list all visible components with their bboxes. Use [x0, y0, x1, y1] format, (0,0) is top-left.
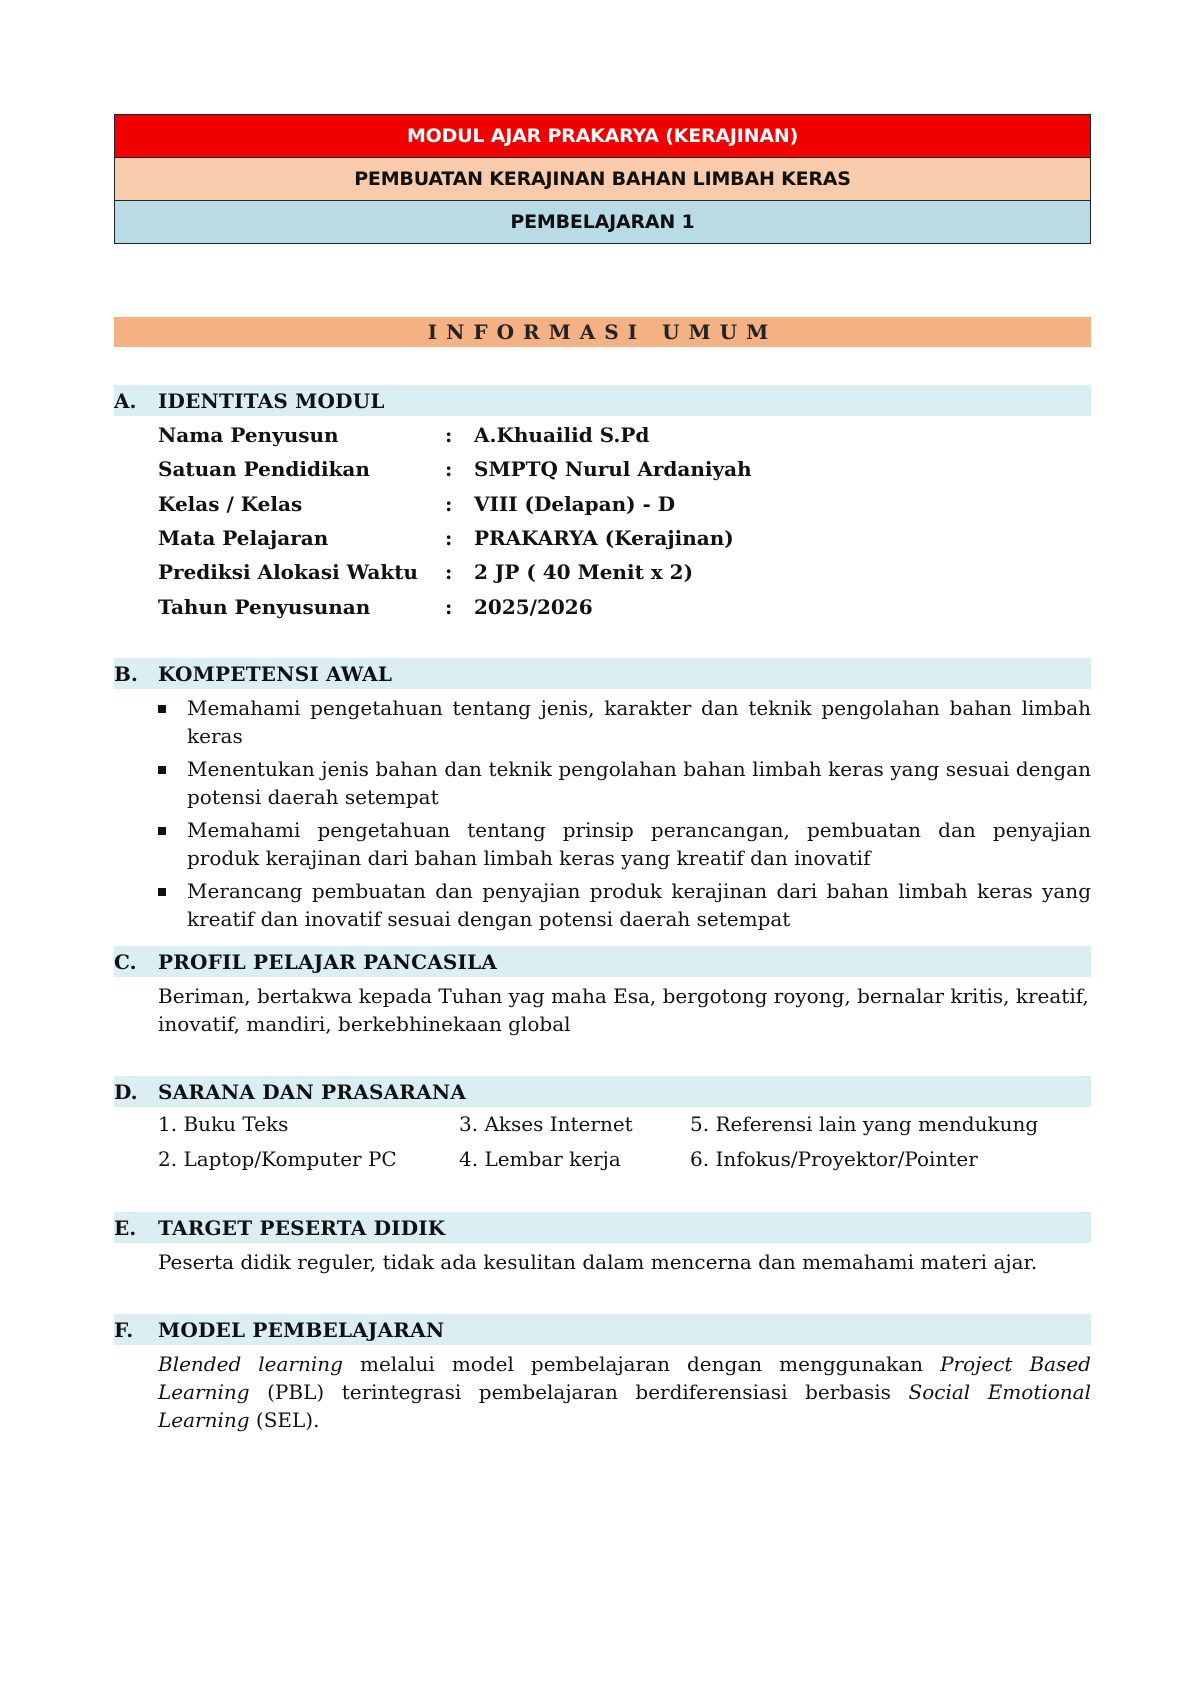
identity-value: A.Khuailid S.Pd — [474, 423, 650, 447]
identity-value: SMPTQ Nurul Ardaniyah — [474, 457, 752, 481]
identity-colon: : — [445, 560, 453, 584]
section-e-header — [114, 1212, 1091, 1243]
identity-row — [158, 420, 649, 450]
section-title: PROFIL PELAJAR PANCASILA — [158, 949, 498, 974]
section-letter: A. — [114, 388, 137, 413]
identity-value: 2025/2026 — [474, 595, 593, 619]
sarana-item: 6. Infokus/Proyektor/Pointer — [690, 1147, 978, 1171]
identity-label: Prediksi Alokasi Waktu — [158, 560, 418, 584]
identity-value: 2 JP ( 40 Menit x 2) — [474, 560, 694, 584]
lesson-number: PEMBELAJARAN 1 — [115, 201, 1090, 243]
identity-row — [158, 489, 675, 519]
sarana-item: 2. Laptop/Komputer PC — [158, 1147, 397, 1171]
sarana-item: 1. Buku Teks — [158, 1112, 289, 1136]
identity-label: Mata Pelajaran — [158, 526, 329, 550]
identity-colon: : — [445, 492, 453, 516]
model-text-part: melalui model pembelajaran dengan menggunakan — [342, 1352, 941, 1376]
section-letter: C. — [114, 949, 137, 974]
identity-value: VIII (Delapan) - D — [474, 492, 676, 516]
info-umum-heading: INFORMASI UMUM — [114, 317, 1091, 347]
identity-row — [158, 523, 734, 553]
list-item: Memahami pengetahuan tentang jenis, karakter dan teknik pengolahan bahan limbah keras — [158, 694, 1091, 750]
identity-label: Tahun Penyusunan — [158, 595, 371, 619]
section-title: MODEL PEMBELAJARAN — [158, 1317, 445, 1342]
identity-value: PRAKARYA (Kerajinan) — [474, 526, 734, 550]
section-letter: E. — [114, 1215, 137, 1240]
identity-row — [158, 557, 693, 587]
list-item: Menentukan jenis bahan dan teknik pengolahan bahan limbah keras yang sesuai dengan potensi daerah setempat — [158, 755, 1091, 811]
section-c-header — [114, 946, 1091, 977]
sarana-item: 5. Referensi lain yang mendukung — [690, 1112, 1039, 1136]
profil-text: Beriman, bertakwa kepada Tuhan yag maha Esa, bergotong royong, bernalar kritis, kreatif, inovatif, mandiri, berkebhinekaan global — [158, 984, 1089, 1036]
model-italic: Project Based Learning — [158, 1352, 1091, 1404]
section-b-header — [114, 658, 1091, 689]
identity-label: Kelas / Kelas — [158, 492, 303, 516]
identity-colon: : — [445, 595, 453, 619]
model-italic: Social Emotional Learning — [158, 1380, 1091, 1432]
section-d-header — [114, 1076, 1091, 1107]
sarana-item: 4. Lembar kerja — [459, 1147, 621, 1171]
module-subtitle: PEMBUATAN KERAJINAN BAHAN LIMBAH KERAS — [115, 158, 1090, 201]
identity-colon: : — [445, 423, 453, 447]
identity-colon: : — [445, 457, 453, 481]
identity-row — [158, 454, 752, 484]
identity-label: Nama Penyusun — [158, 423, 339, 447]
target-text: Peserta didik reguler, tidak ada kesulitan dalam mencerna dan memahami materi ajar. — [158, 1250, 1038, 1274]
module-title: MODUL AJAR PRAKARYA (KERAJINAN) — [115, 115, 1090, 158]
section-title: IDENTITAS MODUL — [158, 388, 385, 413]
identity-row — [158, 592, 593, 622]
model-italic: Blended learning — [158, 1352, 343, 1376]
model-text-part: (SEL). — [249, 1408, 320, 1432]
identity-label: Satuan Pendidikan — [158, 457, 370, 481]
section-f-header — [114, 1314, 1091, 1345]
sarana-item: 3. Akses Internet — [459, 1112, 633, 1136]
section-title: KOMPETENSI AWAL — [158, 661, 393, 686]
title-table — [114, 114, 1091, 244]
list-item: Merancang pembuatan dan penyajian produk kerajinan dari bahan limbah keras yang kreatif dan inovatif sesuai dengan potensi daerah setempat — [158, 877, 1091, 933]
section-letter: D. — [114, 1079, 138, 1104]
list-item: Memahami pengetahuan tentang prinsip perancangan, pembuatan dan penyajian produk kerajinan dari bahan limbah keras yang kreatif dan inovatif — [158, 816, 1091, 872]
section-title: SARANA DAN PRASARANA — [158, 1079, 467, 1104]
section-letter: F. — [114, 1317, 134, 1342]
section-title: TARGET PESERTA DIDIK — [158, 1215, 446, 1240]
kompetensi-list — [158, 694, 1091, 938]
section-a-header — [114, 385, 1091, 416]
model-text — [158, 1350, 1091, 1434]
model-text-part: (PBL) terintegrasi pembelajaran berdiferensiasi berbasis — [249, 1380, 909, 1404]
identity-colon: : — [445, 526, 453, 550]
section-letter: B. — [114, 661, 138, 686]
